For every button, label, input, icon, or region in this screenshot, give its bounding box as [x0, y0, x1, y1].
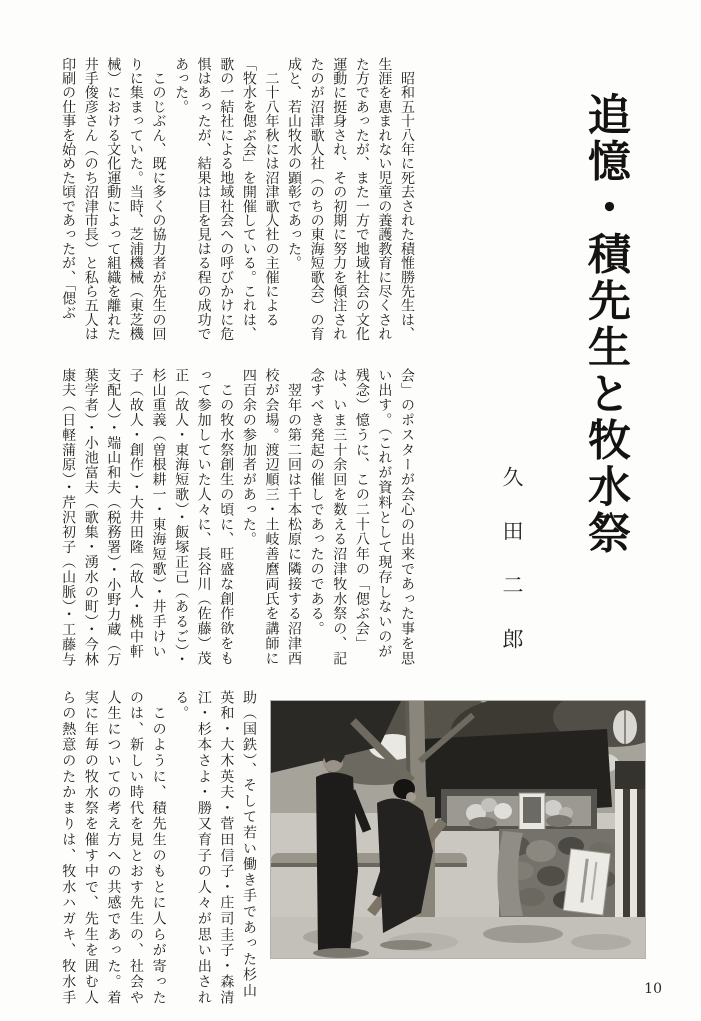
text-column: 支配人）・端山和夫（税務署）・小野力蔵（万	[105, 368, 122, 667]
text-column: のは、新しい時代を見とおす先生の、社会や	[128, 690, 145, 1006]
body-text-block-bottom	[54, 690, 260, 1008]
page-number: 10	[644, 981, 662, 997]
text-column: 江・杉本さよ・勝又育子の人々が思い出され	[195, 690, 212, 1006]
text-column: 四百余の参加者があった。	[240, 368, 257, 547]
text-column: 井手俊彦さん（のち沼津市長）と私ら五人は	[82, 57, 99, 341]
text-column: 翌年の第二回は千本松原に隣接する沼津西	[286, 368, 303, 666]
text-column: らの熱意のたかまりは、牧水ハガキ、牧水手	[60, 690, 77, 1006]
text-column: 歌の一結社による地域社会への呼びかけに危	[218, 57, 235, 341]
body-text-block-middle	[54, 368, 418, 666]
text-column: りに集まっていた。当時、芝浦機械（東芝機	[127, 57, 144, 341]
text-column: 人生についての考え方への共感であった。着	[105, 690, 122, 1006]
text-column: は、いま三十余回を数える沼津牧水祭の、記	[331, 368, 348, 666]
text-column: 惧はあったが、結果は目を見はる程の成功で	[195, 57, 212, 341]
text-column: 残念）憶うに、この二十八年の「偲ぶ会」	[353, 368, 370, 652]
text-column: 「牧水を偲ぶ会」を開催している。これは、	[240, 57, 257, 341]
author-name: 久田二郎	[500, 466, 524, 682]
text-column: 成と、若山牧水の顕彰であった。	[286, 57, 303, 270]
text-column: 校が会場。渡辺順三・土岐善麿両氏を講師に	[263, 368, 280, 666]
text-column: 杉山重義（曽根耕一・東海短歌）・井手けい	[150, 368, 167, 659]
photo-illustration	[271, 701, 645, 958]
text-column: この牧水祭創生の頃に、旺盛な創作欲をも	[218, 368, 235, 666]
text-column: 助（国鉄）、そして若い働き手であった杉山	[241, 690, 257, 999]
text-column: 械）における文化運動によって組織を離れた	[105, 57, 122, 341]
text-column: 二十八年秋には沼津歌人社の主催による	[263, 57, 280, 327]
text-column: 印刷の仕事を始めた頃であったが、「偲ぶ	[60, 57, 77, 320]
text-column: たのが沼津歌人社（のちの東海短歌会）の育	[308, 57, 325, 341]
text-column: 葉学者）・小池富夫（歌集・湧水の町）・今林	[82, 368, 99, 667]
text-column: 子（故人・創作）・大井田隆（故人・桃中軒	[127, 368, 144, 659]
text-column: た方であったが、また一方で地域社会の文化	[353, 57, 370, 341]
body-text-block-top	[54, 57, 418, 343]
text-column: 実に年毎の牧水祭を催す中で、先生を囲む人	[82, 690, 99, 1006]
text-column: 英和・大木英夫・菅田信子・庄司圭子・森清	[218, 690, 235, 1006]
text-column: 昭和五十八年に死去された積惟勝先生は、	[399, 57, 415, 341]
text-column: 康夫（日軽蒲原）・芹沢初子（山脈）・工藤与	[60, 368, 77, 667]
text-column: る。	[173, 690, 190, 722]
page-title: 追憶・積先生と牧水祭	[581, 92, 631, 557]
text-column: って参加していた人々に、長谷川（佐藤）茂	[195, 368, 212, 666]
text-column: あった。	[173, 57, 190, 114]
text-column: 運動に挺身され、その初期に努力を傾注され	[331, 57, 348, 341]
text-column: い出す。（これが資料として現存しないのが	[376, 368, 393, 659]
text-column: 念すべき発起の催しであったのである。	[308, 368, 325, 637]
text-column: 会」のポスターが会心の出来であった事を思	[399, 368, 415, 666]
text-column: 正（故人・東海短歌）・飯塚正己（あるご）・	[173, 368, 190, 667]
text-column: このように、積先生のもとに人らが寄った	[150, 690, 167, 1006]
memorial-ceremony-photo	[271, 701, 645, 958]
text-column: 生涯を恵まれない児童の養護教育に尽くされ	[376, 57, 393, 341]
text-column: このじぶん、既に多くの協力者が先生の回	[150, 57, 167, 341]
